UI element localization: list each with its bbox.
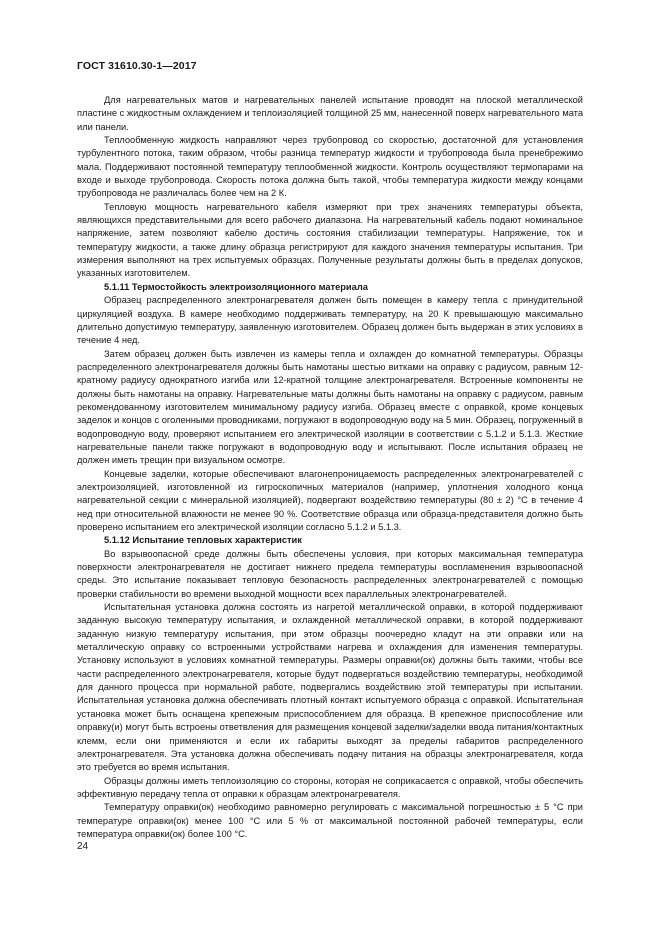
document-header: ГОСТ 31610.30-1—2017 (77, 60, 197, 72)
page-number: 24 (77, 841, 89, 852)
paragraph: Тепловую мощность нагревательного кабеля измеряют при трех значениях температуры объекта, являющихся представительными для всего рабочего диапазона. На нагревательный кабель подают номинальное напряжение, затем позволяют кабелю достичь состояния стабилизации температуры. Напряжение, ток и температуру жидкости, а также длину образца регистрируют для каждого значения температуры испытания. Три измерения выполняют на трех испытуемых образцах. Полученные результаты должны быть в пределах допусков, указанных изготовителем. (77, 201, 583, 279)
paragraph: Концевые заделки, которые обеспечивают влагонепроницаемость распределенных электронагревателей с электроизоляцией, изготовленной из гигроскопичных материалов (например, уплотнения холодного конца нагревательной секции с минеральной изоляцией), подвергают воздействию температуры (80 ± 2) °С в течение 4 нед при относительной влажности не менее 90 %. Соответствие образца или образца-представителя должно быть проверено испытанием его электрической изоляции согласно 5.1.2 и 5.1.3. (77, 468, 583, 532)
paragraph: Испытательная установка должна состоять из нагретой металлической оправки, в которой поддерживают заданную высокую температуру испытания, и охлажденной металлической оправки, в которой поддерживают заданную низкую температуру испытания, при этом образцы поочередно кладут на эти оправки или на металлическую оправку со встроенными устройствами нагрева и охлаждения для изменения температуры. Установку используют в условиях комнатной температуры. Размеры оправки(ок) должны быть такими, чтобы все части распределенного электронагревателя, которые будут подвергаться воздействию температуры, необходимой для данного процесса при нормальной работе, подвергались воздействию этой температуры при испытании. Испытательная установка должна обеспечивать плотный контакт испытуемого образца с оправкой. Испытательная установка может быть оснащена крепежным приспособлением для образца. В крепежное приспособление или оправку(и) могут быть встроены ответвления для размещения концевой заделки/заделки ввода питания/контактных клемм, если они применяются и если их габариты выходят за пределы габаритов распределенного электронагревателя. Эта установка должна обеспечивать подачу питания на образцы электронагревателя, когда это требуется во время испытания. (77, 602, 583, 773)
section-heading: 5.1.11 Термостойкость электроизоляционного материала (104, 281, 368, 292)
paragraph: Во взрывоопасной среде должны быть обеспечены условия, при которых максимальная температура поверхности электронагревателя не достигает нижнего предела температуры воспламенения взрывоопасной среды. Это испытание показывает тепловую безопасность распределенных электронагревателей с помощью проверки стабильности во времени выходной мощности всех параллельных электронагревателей. (77, 548, 583, 599)
paragraph: Образцы должны иметь теплоизоляцию со стороны, которая не соприкасается с оправкой, чтобы обеспечить эффективную передачу тепла от оправки к образцам электронагревателя. (77, 775, 583, 799)
paragraph: Образец распределенного электронагревателя должен быть помещен в камеру тепла с принудительной циркуляцией воздуха. В камере необходимо поддерживать температуру, на 20 К превышающую максимально длительно допустимую температуру, заявленную изготовителем. Образец должен быть выдержан в этих условиях в течение 4 нед. (77, 295, 583, 346)
paragraph: Затем образец должен быть извлечен из камеры тепла и охлажден до комнатной температуры. Образцы распределенного электронагревателя должны быть намотаны шестью витками на оправку с радиусом, равным 12-кратному радиусу однократного изгиба или 12-кратной толщине электронагревателя. Встроенные компоненты не должны быть намотаны на оправку. Нагревательные маты должны быть намотаны на оправку с радиусом, равным рекомендованному изготовителем минимальному радиусу изгиба. Образец вместе с оправкой, кроме концевых заделок и концов с оголенными проводниками, погружают в водопроводную воду на 5 мин. Образец, погруженный в водопроводную воду, проверяют испытанием его электрической изоляции в соответствии с 5.1.2 и 5.1.3. Жесткие нагревательные панели также погружают в водопроводную воду и испытывают. После испытания образец не должен иметь трещин при визуальном осмотре. (77, 348, 583, 466)
paragraph: Теплообменную жидкость направляют через трубопровод со скоростью, достаточной для установления турбулентного потока, таким образом, чтобы разница температур жидкости и трубопровода была пренебрежимо мала. Поддерживают постоянной температуру теплообменной жидкости. Контроль осуществляют термопарами на входе и выходе трубопровода. Скорость потока должна быть такой, чтобы температура жидкости между концами трубопровода не различалась более чем на 2 К. (77, 135, 583, 199)
paragraph: Для нагревательных матов и нагревательных панелей испытание проводят на плоской металлической пластине с жидкостным охлаждением и теплоизоляцией толщиной 25 мм, нанесенной поверх нагревательного мата или панели. (77, 95, 583, 132)
paragraph: Температуру оправки(ок) необходимо равномерно регулировать с максимальной погрешностью ± 5 °С при температуре оправки(ок) менее 100 °С или 5 % от максимальной постоянной рабочей температуры, если температура оправки(ок) более 100 °С. (77, 802, 583, 839)
section-heading: 5.1.12 Испытание тепловых характеристик (104, 535, 302, 546)
document-body (77, 94, 583, 841)
